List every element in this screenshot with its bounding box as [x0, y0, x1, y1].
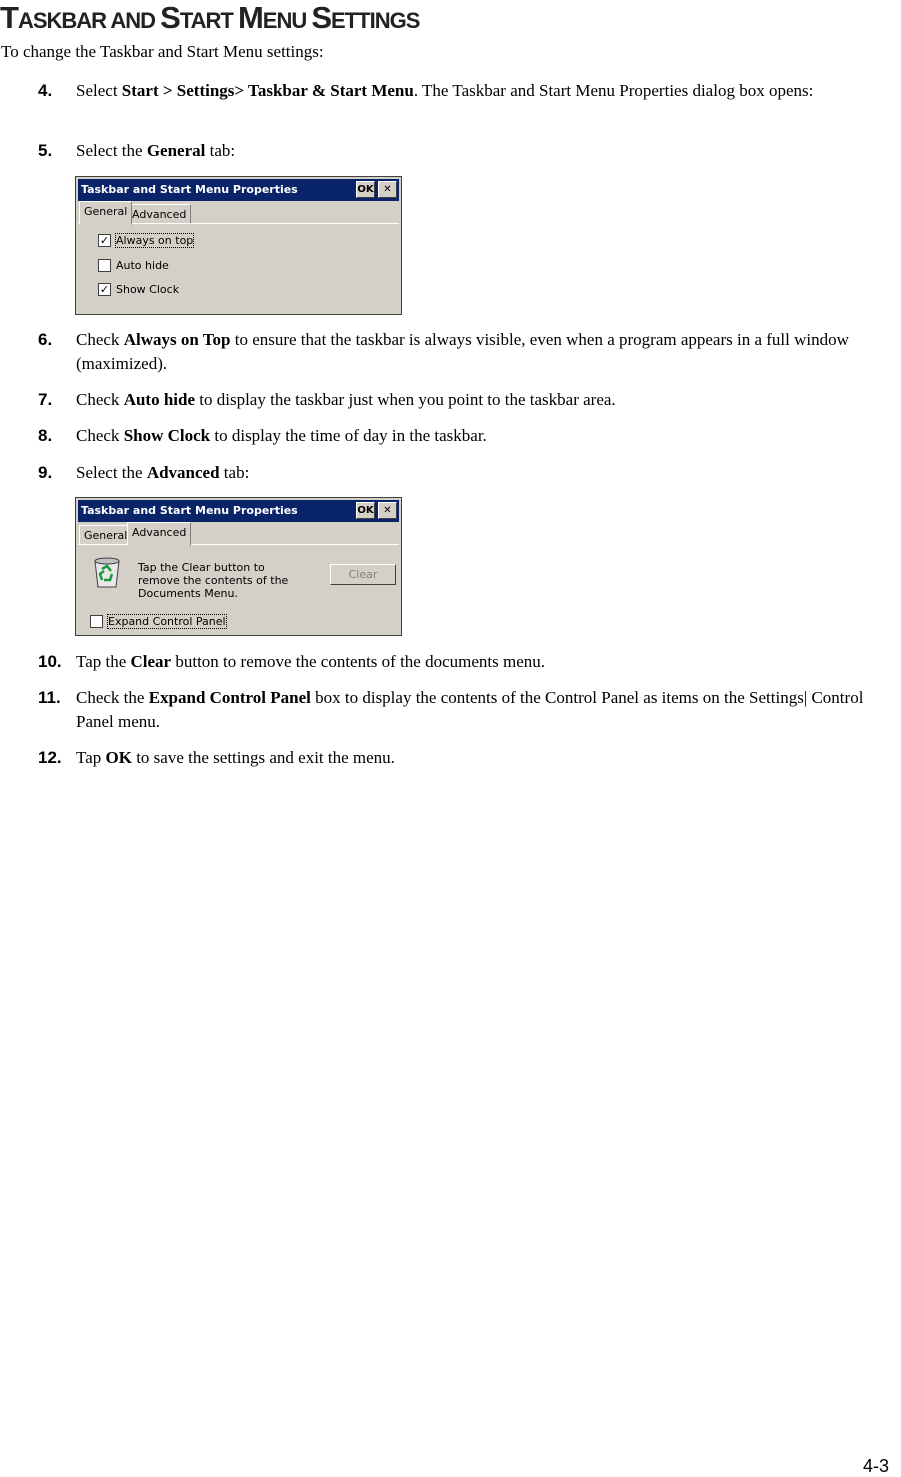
tab-general[interactable]: General [79, 525, 132, 545]
step-text-bold: Clear [130, 652, 172, 671]
step-text-plain: to save the settings and exit the menu. [131, 748, 395, 767]
step-text-plain: tab: [219, 463, 250, 482]
step-text [76, 686, 900, 734]
step-text-bold: Expand Control Panel [148, 688, 311, 707]
advanced-dialog [75, 497, 402, 636]
title-part: TART [179, 8, 238, 33]
step-text-bold: Auto hide [123, 390, 196, 409]
auto-hide-label: Auto hide [116, 259, 169, 272]
auto-hide-checkbox[interactable] [98, 259, 111, 272]
step-text-bold: General [146, 141, 206, 160]
always-on-top-label: Always on top [116, 234, 194, 247]
step-text-plain: Check [76, 330, 124, 349]
always-on-top-checkbox[interactable]: ✓ [99, 234, 110, 247]
step-text-bold: Start > Settings> Taskbar & Start Menu [121, 81, 414, 100]
show-clock-label: Show Clock [116, 283, 180, 296]
step-text-bold: Advanced [146, 463, 220, 482]
step-text-plain: Check [76, 426, 124, 445]
title-part: S [160, 0, 180, 35]
step-text-plain: Tap the [76, 652, 131, 671]
step-text-plain: tab: [205, 141, 236, 160]
dialog-title: Taskbar and Start Menu Properties [81, 183, 298, 196]
page-number: 4-3 [862, 1456, 889, 1476]
general-dialog [75, 176, 402, 315]
tab-panel [78, 544, 399, 633]
title-part: T [0, 0, 18, 35]
step-10 [38, 650, 900, 674]
step-text-bold: Show Clock [123, 426, 211, 445]
step-text [76, 461, 900, 485]
step-4 [38, 79, 900, 103]
step-number: 12. [38, 748, 62, 767]
ok-button[interactable]: OK [356, 181, 375, 198]
ok-button[interactable]: OK [356, 502, 375, 519]
step-text-plain: to display the time of day in the taskbar. [210, 426, 487, 445]
step-text-plain: Check [76, 390, 124, 409]
step-number: 9. [38, 463, 53, 482]
step-number: 4. [38, 81, 53, 100]
step-text-plain: to display the taskbar just when you point to the taskbar area. [195, 390, 616, 409]
step-number: 11. [38, 688, 61, 707]
close-icon[interactable]: ✕ [378, 502, 397, 519]
clear-description: Tap the Clear button to remove the contents of the Documents Menu. [138, 561, 289, 600]
step-12 [38, 746, 900, 770]
title-part: ETTINGS [331, 8, 420, 33]
step-7 [38, 388, 900, 412]
step-text [76, 424, 900, 448]
tab-advanced[interactable]: Advanced [127, 204, 191, 224]
show-clock-checkbox[interactable]: ✓ [99, 283, 110, 296]
step-text-plain: Check the [76, 688, 149, 707]
step-11 [38, 686, 900, 734]
title-bar [78, 179, 399, 201]
expand-control-panel-label: Expand Control Panel [108, 615, 226, 628]
clear-button[interactable]: Clear [330, 564, 396, 585]
step-9 [38, 461, 900, 485]
tab-advanced[interactable]: Advanced [127, 522, 191, 546]
step-5 [38, 139, 900, 163]
step-number: 8. [38, 426, 53, 445]
step-text-plain: Select the [76, 463, 147, 482]
step-text [76, 388, 900, 412]
step-text-plain: button to remove the contents of the documents menu. [171, 652, 546, 671]
step-number: 7. [38, 390, 53, 409]
step-number: 10. [38, 652, 62, 671]
step-text-plain: Select the [76, 141, 147, 160]
step-text [76, 746, 900, 770]
step-6 [38, 328, 900, 376]
title-part: ENU [262, 8, 312, 33]
title-part: M [237, 0, 263, 35]
step-text [76, 79, 900, 103]
step-text [76, 139, 900, 163]
step-text-plain: box to display the contents of the Control Panel as items on the Settings| Control Panel menu. [76, 688, 864, 731]
tab-panel [78, 223, 399, 312]
step-text-plain: . The Taskbar and Start Menu Properties dialog box opens: [413, 81, 814, 100]
expand-control-panel-checkbox[interactable] [90, 615, 103, 628]
step-text-plain: Tap [76, 748, 106, 767]
step-number: 5. [38, 141, 53, 160]
page-title [0, 0, 419, 36]
step-number: 6. [38, 330, 53, 349]
step-8 [38, 424, 900, 448]
intro-text: To change the Taskbar and Start Menu settings: [1, 42, 324, 61]
step-text-plain: to ensure that the taskbar is always visible, even when a program appears in a full window (maximized). [76, 330, 849, 373]
step-text [76, 650, 900, 674]
close-icon[interactable]: ✕ [378, 181, 397, 198]
title-part: ASKBAR AND [17, 8, 161, 33]
step-text-bold: OK [105, 748, 132, 767]
dialog-title: Taskbar and Start Menu Properties [81, 504, 298, 517]
tab-general[interactable]: General [79, 201, 132, 225]
step-text-bold: Always on Top [123, 330, 231, 349]
step-text [76, 328, 900, 376]
title-bar [78, 500, 399, 522]
title-part: S [311, 0, 332, 35]
recycle-bin-icon [92, 555, 122, 589]
step-text-plain: Select [76, 81, 122, 100]
